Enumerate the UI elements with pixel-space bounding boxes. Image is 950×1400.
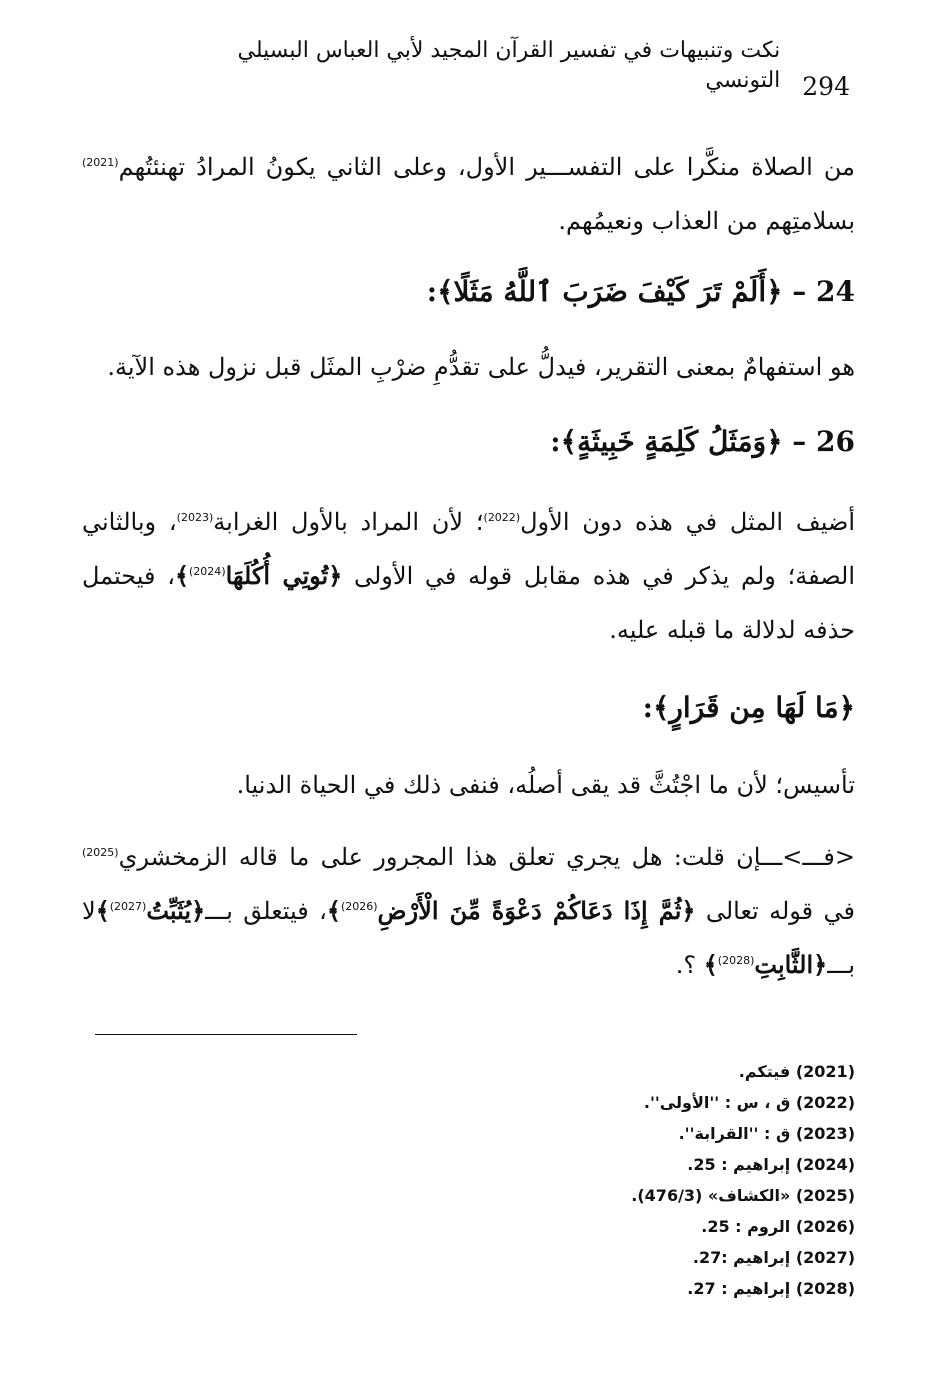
verse-heading-24 xyxy=(82,262,855,322)
verse-number: 24 xyxy=(816,275,855,308)
verse-heading-qarar xyxy=(82,678,855,738)
footnote-text: ق ، س : ''الأولى''. xyxy=(643,1093,796,1112)
footnote-item xyxy=(435,1149,855,1180)
footnote-item xyxy=(435,1180,855,1211)
footnote-item xyxy=(435,1242,855,1273)
paragraph-5 xyxy=(82,830,855,992)
p1-text: من الصلاة منكَّرا على التفســـير الأول، وعلى الثاني يكونُ المرادُ تهنئتُهم xyxy=(118,153,855,181)
footnote-item xyxy=(435,1087,855,1118)
footnote-text: إبراهيم :27. xyxy=(692,1248,796,1267)
p5-text-d: لا بـــ xyxy=(82,897,855,979)
footnotes-list xyxy=(435,1056,855,1304)
running-title: نكت وتنبيهات في تفسير القرآن المجيد لأبي العباس البسيلي التونسي xyxy=(237,38,781,93)
verse-colon: : xyxy=(550,425,561,458)
verse-dash: – xyxy=(782,425,817,458)
footnote-number: (2026) xyxy=(795,1217,855,1236)
quran-quote-end: ﴾ xyxy=(174,561,190,590)
footnote-ref[interactable]: (2024) xyxy=(189,565,226,578)
footnote-ref[interactable]: (2021) xyxy=(82,156,119,169)
footnote-text: ق : ''القرابة''. xyxy=(678,1124,796,1143)
footnote-text: فيتكم. xyxy=(738,1062,796,1081)
footnote-number: (2023) xyxy=(795,1124,855,1143)
footnote-text: إبراهيم : 27. xyxy=(687,1279,796,1298)
verse-colon: : xyxy=(642,691,653,724)
footnote-text: «الكشاف» (476/3). xyxy=(631,1186,796,1205)
p3-text-a: أضيف المثل في هذه دون الأول xyxy=(520,508,856,536)
p3-text-d: ، فيحتمل حذفه لدلالة ما قبله عليه. xyxy=(82,562,855,644)
footnote-item xyxy=(435,1118,855,1149)
verse-number: 26 xyxy=(816,425,855,458)
footnote-ref[interactable]: (2022) xyxy=(483,511,521,524)
paragraph-2 xyxy=(82,340,855,394)
p1-text-2: بسلامتِهم من العذاب ونعيمُهم. xyxy=(558,207,855,235)
verse-colon: : xyxy=(426,275,438,308)
page-header xyxy=(180,38,850,102)
footnote-item xyxy=(435,1056,855,1087)
footnote-number: (2024) xyxy=(795,1155,855,1174)
footnote-ref[interactable]: (2026) xyxy=(340,900,378,913)
quran-quote-end: ﴾ xyxy=(326,896,341,925)
footnote-ref[interactable]: (2028) xyxy=(717,954,755,967)
p5-text-c: ، فيتعلق بـــ xyxy=(205,897,327,925)
verse-dash: – xyxy=(782,275,817,308)
footnote-number: (2022) xyxy=(795,1093,855,1112)
footnote-number: (2025) xyxy=(795,1186,855,1205)
quran-quote-end: ﴾ xyxy=(95,896,110,925)
quran-quote: ﴿ثُمَّ إِذَا دَعَاكُمْ دَعْوَةً مِّنَ الْأَرْضِ xyxy=(377,896,696,925)
quran-quote: ﴿مَا لَهَا مِن قَرَارٍ﴾ xyxy=(652,691,855,724)
footnote-ref[interactable]: (2023) xyxy=(176,511,214,524)
verse-heading-26 xyxy=(82,412,855,472)
footnote-divider xyxy=(95,1034,357,1035)
footnote-item xyxy=(435,1273,855,1304)
footnote-number: (2021) xyxy=(795,1062,855,1081)
quran-quote: ﴿وَمَثَلُ كَلِمَةٍ خَبِيثَةٍ﴾ xyxy=(560,425,783,458)
p5-text-e: ؟. xyxy=(675,951,704,979)
p3-text-c: ، وبالثاني الصفة؛ ولم يذكر في هذه مقابل قوله في الأولى xyxy=(82,508,856,590)
footnote-item xyxy=(435,1211,855,1242)
p4-text: تأسيس؛ لأن ما اجْتُثَّ قد يقى أصلُه، فنفى ذلك في الحياة الدنيا. xyxy=(236,771,855,799)
footnote-text: الروم : 25. xyxy=(701,1217,796,1236)
p3-text-b: ؛ لأن المراد بالأول الغرابة xyxy=(213,508,484,536)
paragraph-4 xyxy=(82,758,855,812)
p5-text-b: في قوله تعالى xyxy=(695,897,855,925)
quran-quote: ﴿أَلَمْ تَرَ كَيْفَ ضَرَبَ ٱللَّهُ مَثَلًا﴾ xyxy=(437,275,783,308)
footnote-number: (2027) xyxy=(795,1248,855,1267)
quran-quote: ﴿يُثَبِّتُ xyxy=(146,896,206,925)
footnote-ref[interactable]: (2027) xyxy=(109,900,147,913)
quran-quote: ﴿الثَّابِتِ xyxy=(754,950,828,979)
paragraph-1 xyxy=(82,140,855,248)
page-number: 294 xyxy=(802,72,850,101)
paragraph-3 xyxy=(82,495,855,657)
footnote-number: (2028) xyxy=(795,1279,855,1298)
p2-text: هو استفهامٌ بمعنى التقرير، فيدلُّ على تقدُّمِ ضرْبِ المثَل قبل نزول هذه الآية. xyxy=(107,353,855,381)
p5-text-a: <فـــ>ـــإن قلت: هل يجري تعلق هذا المجرور على ما قاله الزمخشري xyxy=(118,843,855,871)
quran-quote: ﴿تُوتِي أُكُلَهَا xyxy=(225,561,343,590)
footnote-ref[interactable]: (2025) xyxy=(82,846,119,859)
quran-quote-end: ﴾ xyxy=(703,950,718,979)
footnote-text: إبراهيم : 25. xyxy=(687,1155,796,1174)
